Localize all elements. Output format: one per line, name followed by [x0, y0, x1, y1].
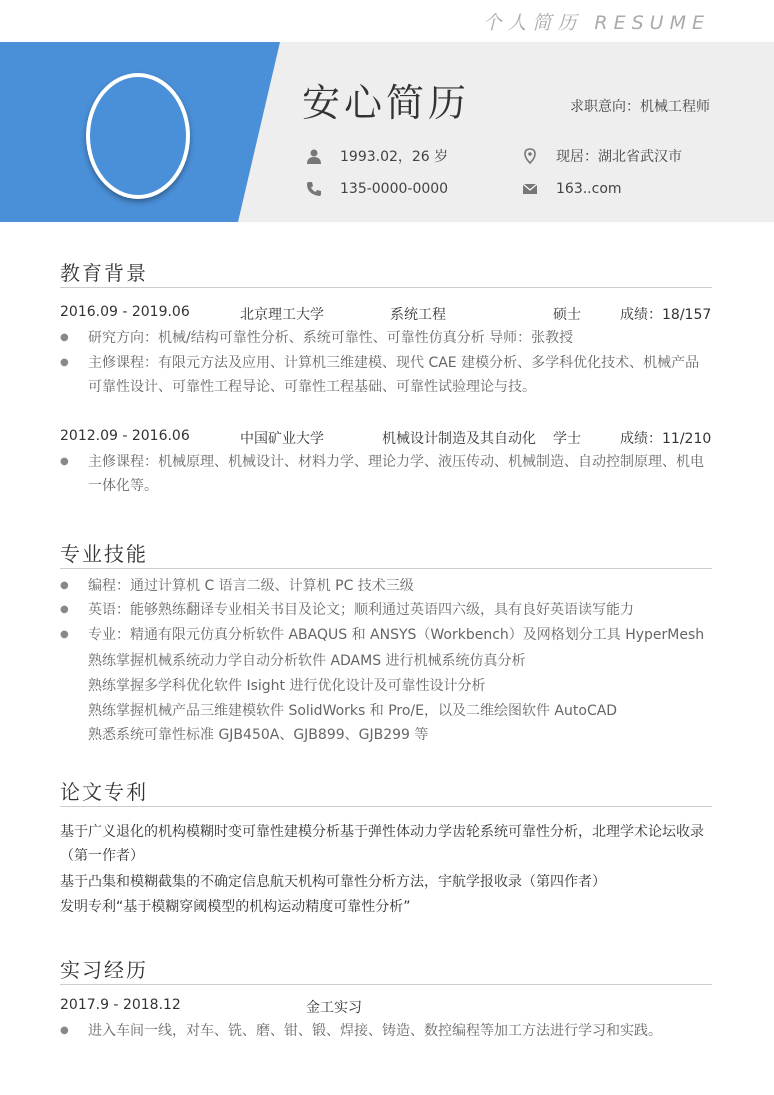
- candidate-name: 安心简历: [302, 81, 471, 125]
- location-pin-icon: [522, 148, 538, 164]
- section-title-education: 教育背景: [60, 261, 148, 285]
- skill-line: 熟练掌握机械产品三维建模软件 SolidWorks 和 Pro/E，以及二维绘图软件 AutoCAD: [88, 703, 618, 719]
- phone-icon: [306, 181, 322, 197]
- location-info: [522, 146, 682, 166]
- list-item: ● 进入车间一线，对车、铣、磨、钳、锻、焊接、铸造、数控编程等加工方法进行学习和实践。: [60, 1019, 712, 1043]
- list-item: ● 主修课程：机械原理、机械设计、材料力学、理论力学、液压传动、机械制造、自动控制原理、机电一体化等。: [60, 450, 712, 498]
- bullet-dot: ●: [60, 332, 69, 343]
- bullet-dot: ●: [60, 580, 69, 591]
- edu-major: 机械设计制造及其自动化: [382, 431, 536, 447]
- edu-major: 系统工程: [390, 307, 446, 323]
- paper-item: 发明专利“基于模糊穿阈模型的机构运动精度可靠性分析”: [60, 899, 411, 915]
- skill-line: 熟练掌握机械系统动力学自动分析软件 ADAMS 进行机械系统仿真分析: [88, 653, 526, 669]
- bullet-dot: ●: [60, 629, 69, 640]
- phone-info: [306, 181, 448, 197]
- edu-period: 2016.09 - 2019.06: [60, 304, 190, 320]
- edu-degree: 硕士: [553, 307, 581, 323]
- section-title-papers: 论文专利: [60, 780, 148, 804]
- location-text: 现居：湖北省武汉市: [556, 149, 682, 165]
- resume-watermark-label: 个人简历 RESUME: [482, 12, 710, 34]
- bullet-dot: ●: [60, 357, 69, 368]
- section-divider: [60, 806, 712, 807]
- list-item: ● 主修课程：有限元方法及应用、计算机三维建模、现代 CAE 建模分析、多学科优化技术、机械产品可靠性设计、可靠性工程导论、可靠性工程基础、可靠性试验理论与技。: [60, 351, 712, 399]
- edu-period: 2012.09 - 2016.06: [60, 428, 190, 444]
- birth-info: [306, 146, 448, 166]
- edu-degree: 学士: [553, 431, 581, 447]
- edu-score: 成绩：11/210: [620, 431, 712, 447]
- edu-score: 成绩：18/157: [620, 307, 712, 323]
- skill-line: 熟练掌握多学科优化软件 Isight 进行优化设计及可靠性设计分析: [88, 678, 486, 694]
- section-title-internship: 实习经历: [60, 958, 148, 982]
- paper-item: 基于广义退化的机构模糊时变可靠性建模分析基于弹性体动力学齿轮系统可靠性分析，北理学术论坛收录（第一作者）: [60, 824, 704, 864]
- section-divider: [60, 568, 712, 569]
- paper-item: 基于凸集和模糊截集的不确定信息航天机构可靠性分析方法，宇航学报收录（第四作者）: [60, 874, 606, 890]
- avatar: [86, 73, 190, 199]
- section-divider: [60, 287, 712, 288]
- skill-line: 熟悉系统可靠性标准 GJB450A、GJB899、GJB299 等: [88, 727, 429, 743]
- intern-role: 金工实习: [306, 1000, 362, 1016]
- list-item: ● 研究方向：机械/结构可靠性分析、系统可靠性、可靠性仿真分析 导师：张教授: [60, 326, 712, 350]
- bullet-dot: ●: [60, 456, 69, 467]
- section-title-skills: 专业技能: [60, 542, 148, 566]
- birth-text: 1993.02，26 岁: [340, 149, 449, 165]
- edu-school: 北京理工大学: [240, 307, 324, 323]
- person-icon: [306, 148, 322, 164]
- section-divider: [60, 984, 712, 985]
- phone-text: 135-0000-0000: [340, 181, 449, 197]
- job-intent: 求职意向：机械工程师: [570, 99, 710, 115]
- intern-period: 2017.9 - 2018.12: [60, 997, 181, 1013]
- bullet-dot: ●: [60, 1025, 69, 1036]
- email-info: [522, 181, 622, 197]
- mail-icon: [522, 181, 538, 197]
- list-item: ● 英语：能够熟练翻译专业相关书目及论文；顺利通过英语四六级，具有良好英语读写能力: [60, 598, 712, 622]
- bullet-dot: ●: [60, 604, 69, 615]
- email-text: 163..com: [556, 181, 622, 197]
- list-item: ● 编程：通过计算机 C 语言二级、计算机 PC 技术三级: [60, 574, 712, 598]
- edu-school: 中国矿业大学: [240, 431, 324, 447]
- list-item: ● 专业：精通有限元仿真分析软件 ABAQUS 和 ANSYS（Workbench）及网格划分工具 HyperMesh: [60, 623, 712, 647]
